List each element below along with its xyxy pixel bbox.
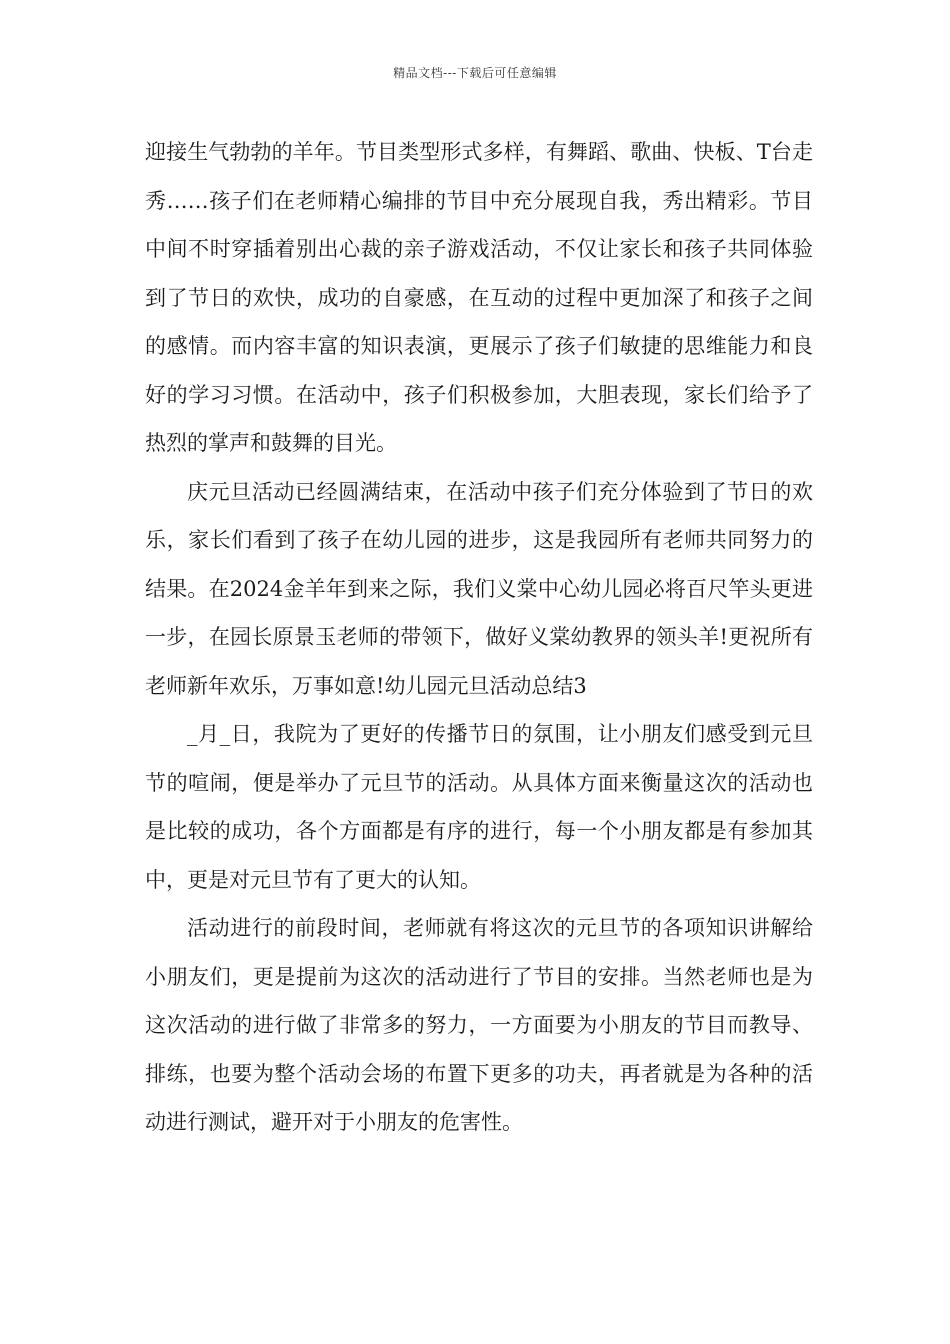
paragraph-event-intro: _月_日，我院为了更好的传播节日的氛围，让小朋友们感受到元旦节的喧闹，便是举办了元旦节的活动。从具体方面来衡量这次的活动也是比较的成功，各个方面都是有序的进行，每一个小朋友都是有参加其中，更是对元旦节有了更大的认知。 (145, 722, 813, 892)
paragraph-continued: 迎接生气勃勃的羊年。节目类型形式多样，有舞蹈、歌曲、快板、T台走秀……孩子们在老师精心编排的节目中充分展现自我，秀出精彩。节目中间不时穿插着别出心裁的亲子游戏活动，不仅让家长和孩子共同体验到了节日的欢快，成功的自豪感，在互动的过程中更加深了和孩子之间的感情。而内容丰富的知识表演，更展示了孩子们敏捷的思维能力和良好的学习习惯。在活动中，孩子们积极参加，大胆表现，家长们给予了热烈的掌声和鼓舞的目光。 (145, 140, 813, 455)
document-body (145, 128, 813, 1147)
paragraph-summary: 庆元旦活动已经圆满结束，在活动中孩子们充分体验到了节日的欢乐，家长们看到了孩子在幼儿园的进步，这是我园所有老师共同努力的结果。在2024金羊年到来之际，我们义棠中心幼儿园必将百尺竿头更进一步，在园长原景玉老师的带领下，做好义棠幼教界的领头羊!更祝所有老师新年欢乐，万事如意!幼儿园元旦活动总结3 (145, 479, 813, 698)
page-header: 精品文档---下载后可任意编辑 (393, 66, 557, 80)
paragraph-preparation: 活动进行的前段时间，老师就有将这次的元旦节的各项知识讲解给小朋友们，更是提前为这次的活动进行了节目的安排。当然老师也是为这次活动的进行做了非常多的努力，一方面要为小朋友的节目而教导、排练，也要为整个活动会场的布置下更多的功夫，再者就是为各种的活动进行测试，避开对于小朋友的危害性。 (145, 916, 813, 1134)
